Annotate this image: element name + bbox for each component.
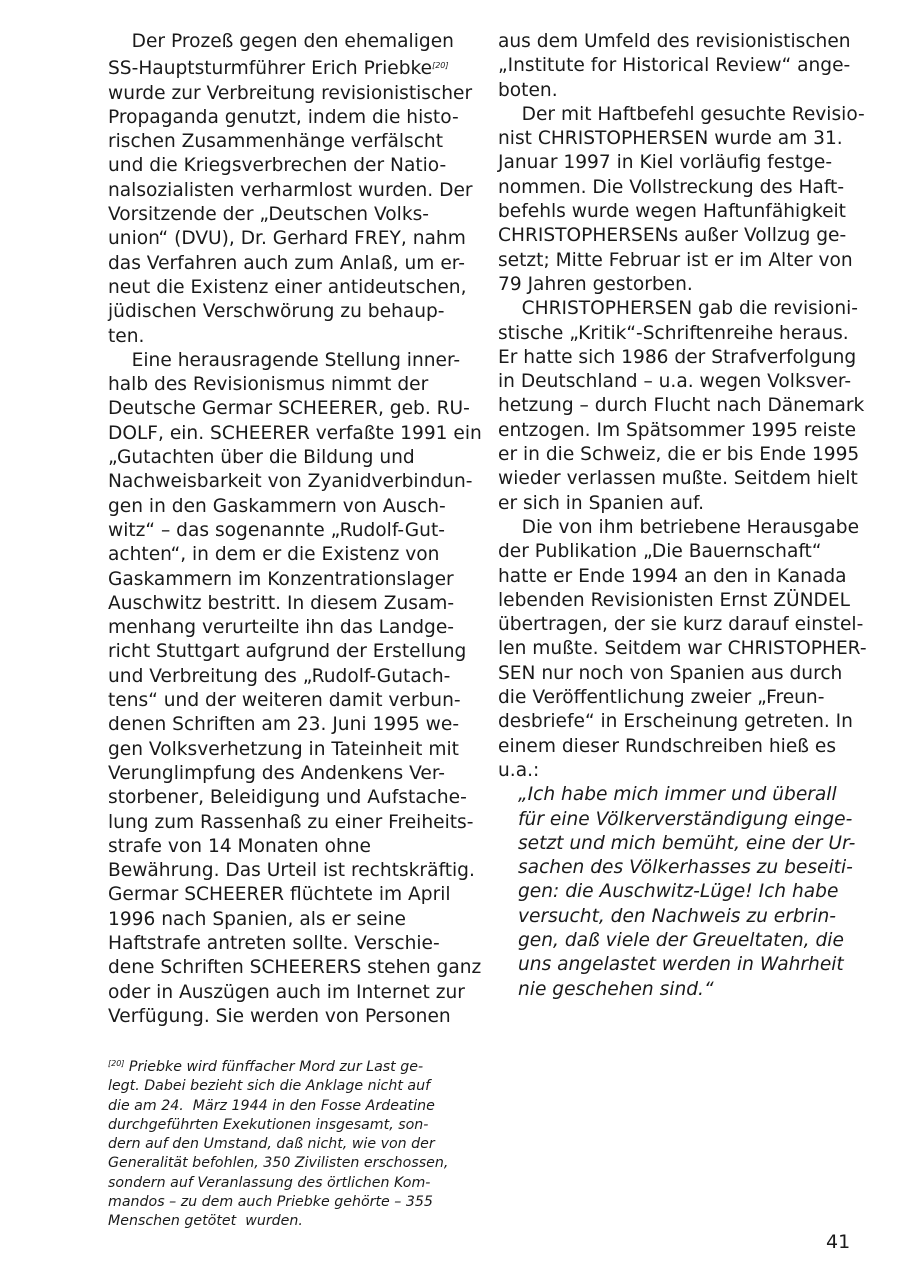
text-line: union“ (DVU), Dr. Gerhard FREY, nahm [108,228,466,250]
footnote-line: durchgeführten Exekutionen insgesamt, son- [108,1116,429,1133]
text-line: wieder verlassen mußte. Seitdem hielt [498,468,858,490]
text-line: aus dem Umfeld des revisionistischen [498,31,851,52]
text-line: die Veröffentlichung zweier „Freun- [498,687,825,709]
text-line: menhang verurteilte ihn das Landge- [108,617,454,639]
text-line: Gaskammern im Konzentrationslager [108,568,454,590]
text-line: Verunglimpfung des Andenkens Ver- [108,762,445,784]
text-line: nist CHRISTOPHERSEN wurde am 31. [498,128,843,150]
footnote [108,1054,460,1232]
text-line: rischen Zusammenhänge verfälscht [108,131,443,153]
text-line: in Deutschland – u.a. wegen Volksver- [498,371,852,393]
quote-line: versucht, den Nachweis zu erbrin- [518,905,836,927]
text-line: denen Schriften am 23. Juni 1995 we- [108,714,460,736]
text-line: SS-Hauptsturmführer Erich Priebke[20] [108,58,449,80]
text-line: befehls wurde wegen Haftunfähigkeit [498,201,846,223]
text-line: „Institute for Historical Review“ ange- [498,55,851,77]
text-line: Deutsche Germar SCHEERER, geb. RU- [108,398,470,420]
text-line: nommen. Die Vollstreckung des Haft- [498,176,845,198]
footnote-line: mandos – zu dem auch Priebke gehörte – 355 [108,1194,433,1211]
page-number: 41 [826,1231,851,1253]
text-line: u.a.: [498,759,540,781]
text-line: setzt; Mitte Februar ist er im Alter von [498,249,853,271]
text-line: richt Stuttgart aufgrund der Erstellung [108,641,467,663]
footnote-line: Generalität befohlen, 350 Zivilisten erschossen, [108,1155,449,1172]
text-line: gen in den Gaskammern von Ausch- [108,495,446,517]
text-line: witz“ – das sogenannte „Rudolf-Gut- [108,519,445,541]
text-line: Nachweisbarkeit von Zyanidverbindun- [108,471,473,493]
text-line: Eine herausragende Stellung inner- [108,349,461,371]
text-line: Haftstrafe antreten sollte. Verschie- [108,932,440,954]
text-line: Propaganda genutzt, indem die histo- [108,106,459,128]
text-line: dene Schriften SCHEERERS stehen ganz [108,957,482,979]
text-line: hetzung – durch Flucht nach Dänemark [498,395,865,417]
text-line: Der mit Haftbefehl gesuchte Revisio- [498,103,865,125]
text-line: „Gutachten über die Bildung und [108,447,415,469]
footnote-line: die am 24. März 1944 in den Fosse Ardeatine [108,1097,435,1114]
text-line: übertragen, der sie kurz darauf einstel- [498,614,864,636]
footnote-reference: [20] [432,61,449,71]
quote-line: setzt und mich bemüht, eine der Ur- [518,832,856,854]
text-line: Der Prozeß gegen den ehemaligen [108,31,454,52]
text-line: nalsozialisten verharmlost wurden. Der [108,179,473,201]
quote-line: gen: die Auschwitz-Lüge! Ich habe [518,881,839,903]
text-line: entzogen. Im Spätsommer 1995 reiste [498,419,857,441]
footnote-line: dern auf den Umstand, daß nicht, wie von der [108,1136,435,1153]
text-line: der Publikation „Die Bauernschaft“ [498,541,822,563]
text-line: SEN nur noch von Spanien aus durch [498,662,843,684]
text-line: lung zum Rassenhaß zu einer Freiheits- [108,811,474,833]
text-line: achten“, in dem er die Existenz von [108,544,440,566]
text-line: einem dieser Rundschreiben hieß es [498,735,837,757]
text-line: Januar 1997 in Kiel vorläufig festge- [498,152,833,174]
text-line: CHRISTOPHERSENs außer Vollzug ge- [498,225,847,247]
text-line: Verfügung. Sie werden von Personen [108,1005,451,1027]
text-line: tens“ und der weiteren damit verbun- [108,690,461,712]
text-line: oder in Auszügen auch im Internet zur [108,981,465,1003]
text-line: ten. [108,325,145,347]
text-line: gen Volksverhetzung in Tateinheit mit [108,738,459,760]
quote-line: für eine Völkerverständigung einge- [518,808,853,830]
text-line: CHRISTOPHERSEN gab die revisioni- [498,298,858,320]
text-line: strafe von 14 Monaten ohne [108,835,371,857]
quote-line: „Ich habe mich immer und überall [518,784,837,806]
text-line: len mußte. Seitdem war CHRISTOPHER- [498,638,867,660]
right-column [498,30,867,1002]
quote-line: sachen des Völkerhasses zu beseiti- [518,857,853,879]
quote-line: gen, daß viele der Greueltaten, die [518,929,844,951]
text-line: 1996 nach Spanien, als er seine [108,908,406,930]
text-line: Vorsitzende der „Deutschen Volks- [108,204,429,226]
text-line: wurde zur Verbreitung revisionistischer [108,82,473,104]
text-line: hatte er Ende 1994 an den in Kanada [498,565,847,587]
text-line: Germar SCHEERER flüchtete im April [108,884,451,906]
text-line: Auschwitz bestritt. In diesem Zusam- [108,592,455,614]
text-line: und Verbreitung des „Rudolf-Gutach- [108,665,451,687]
footnote-line: [20] Priebke wird fünffacher Mord zur Last ge- [108,1059,424,1075]
text-line: DOLF, ein. SCHEERER verfaßte 1991 ein [108,422,482,444]
text-line: halb des Revisionismus nimmt der [108,374,429,396]
left-column [108,30,482,1029]
text-line: er sich in Spanien auf. [498,492,704,514]
text-line: 79 Jahren gestorben. [498,273,693,295]
text-line: desbriefe“ in Erscheinung getreten. In [498,711,853,733]
text-line: stische „Kritik“-Schriftenreihe heraus. [498,322,849,344]
footnote-marker: [20] [108,1059,125,1068]
quote-line: nie geschehen sind.“ [518,978,714,1000]
text-line: Bewährung. Das Urteil ist rechtskräftig. [108,860,475,882]
text-line: jüdischen Verschwörung zu behaup- [108,301,445,323]
text-line: lebenden Revisionisten Ernst ZÜNDEL [498,589,850,611]
text-line: boten. [498,79,558,101]
text-line: neut die Existenz einer antideutschen, [108,276,467,298]
text-line: er in die Schweiz, die er bis Ende 1995 [498,444,860,466]
text-line: und die Kriegsverbrechen der Natio- [108,155,447,177]
text-line: das Verfahren auch zum Anlaß, um er- [108,252,465,274]
quote-line: uns angelastet werden in Wahrheit [518,954,844,976]
text-line: Er hatte sich 1986 der Strafverfolgung [498,346,857,368]
footnote-line: legt. Dabei bezieht sich die Anklage nicht auf [108,1078,431,1095]
footnote-line: sondern auf Veranlassung des örtlichen Kom- [108,1174,431,1191]
text-line: Die von ihm betriebene Herausgabe [498,516,860,538]
text-line: storbener, Beleidigung und Aufstache- [108,787,467,809]
footnote-line: Menschen getötet wurden. [108,1213,303,1230]
